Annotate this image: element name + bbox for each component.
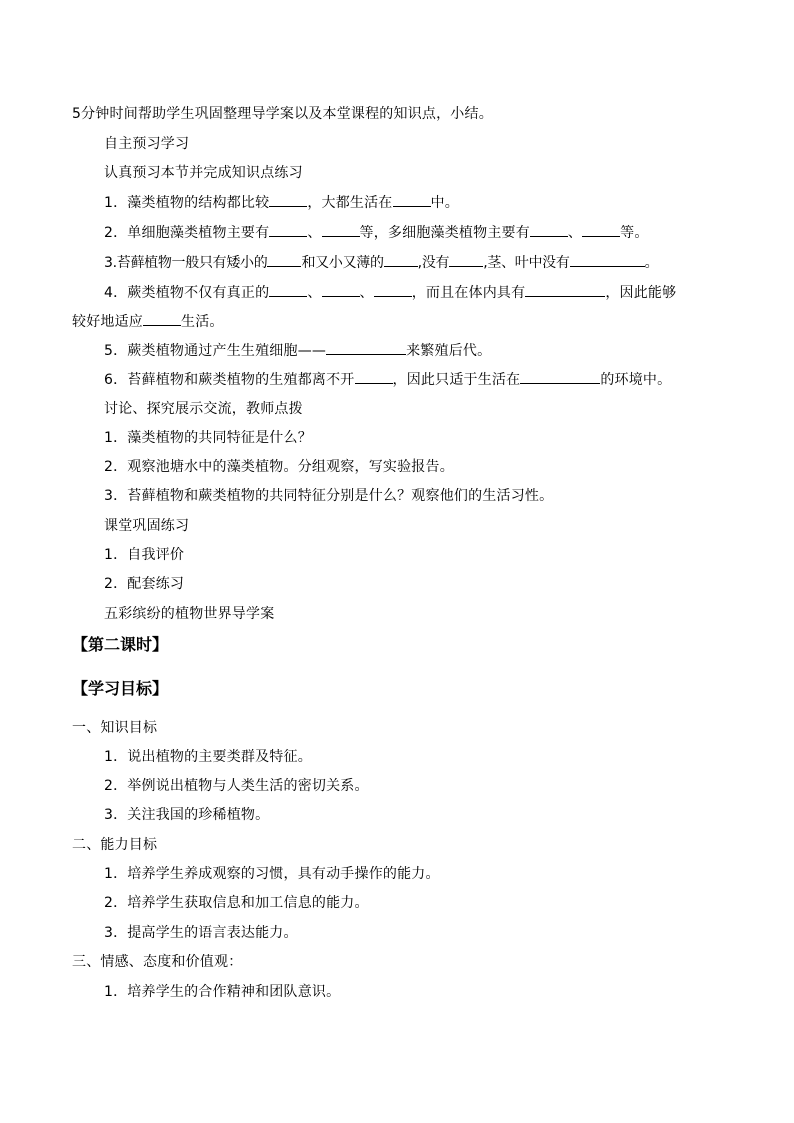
instruction-text: 认真预习本节并完成知识点练习 bbox=[104, 165, 303, 181]
goal-section-knowledge: 一、知识目标 bbox=[72, 720, 158, 736]
q3-text-c: ,没有 bbox=[417, 255, 450, 271]
fill-blank bbox=[355, 369, 393, 384]
intro-paragraph: 5分钟时间帮助学生巩固整理导学案以及本堂课程的知识点，小结。 bbox=[72, 106, 493, 122]
q1-text-c: 中。 bbox=[430, 195, 459, 211]
heading-goals: 【学习目标】 bbox=[72, 679, 169, 698]
fill-blank bbox=[143, 311, 181, 326]
q3-text-b: 和又小又薄的 bbox=[301, 255, 384, 271]
section-discussion: 讨论、探究展示交流，教师点拨 bbox=[104, 401, 303, 417]
question-5 bbox=[104, 340, 491, 361]
practice-item-1: 1．自我评价 bbox=[104, 547, 185, 563]
section-self-study: 自主预习学习 bbox=[104, 136, 190, 152]
q6-text-b: ，因此只适于生活在 bbox=[392, 372, 521, 388]
fill-blank bbox=[393, 192, 431, 207]
q2-text-c: 等，多细胞藻类植物主要有 bbox=[359, 225, 530, 241]
q2-text-a: 2．单细胞藻类植物主要有 bbox=[104, 225, 270, 241]
fill-blank bbox=[269, 192, 307, 207]
q5-text-a: 5．蕨类植物通过产生生殖细胞—— bbox=[104, 343, 327, 359]
q3-text-a: 3.苔藓植物一般只有矮小的 bbox=[104, 255, 268, 271]
fill-blank bbox=[384, 252, 418, 267]
question-4-continued bbox=[72, 311, 224, 332]
q4-text-f: 较好地适应 bbox=[72, 314, 143, 330]
goal-section-ability: 二、能力目标 bbox=[72, 837, 158, 853]
fill-blank bbox=[449, 252, 483, 267]
goal-section-attitude: 三、情感、态度和价值观： bbox=[72, 954, 243, 970]
fill-blank bbox=[525, 282, 605, 297]
goal-item: 2．举例说出植物与人类生活的密切关系。 bbox=[104, 778, 369, 794]
goal-item: 1．培养学生的合作精神和团队意识。 bbox=[104, 984, 341, 1000]
q3-text-d: ,茎、叶中没有 bbox=[483, 255, 570, 271]
question-6 bbox=[104, 369, 671, 390]
fill-blank bbox=[582, 222, 620, 237]
fill-blank bbox=[322, 222, 360, 237]
question-4 bbox=[104, 282, 676, 303]
q4-text-b: 、 bbox=[307, 285, 322, 301]
goal-item: 2．培养学生获取信息和加工信息的能力。 bbox=[104, 895, 369, 911]
q2-text-d: 、 bbox=[567, 225, 583, 241]
section-practice: 课堂巩固练习 bbox=[104, 518, 190, 534]
q4-text-c: 、 bbox=[359, 285, 374, 301]
q6-text-c: 的环境中。 bbox=[600, 372, 672, 388]
goal-item: 3．关注我国的珍稀植物。 bbox=[104, 807, 270, 823]
fill-blank bbox=[269, 222, 307, 237]
fill-blank bbox=[326, 340, 406, 355]
document-title: 五彩缤纷的植物世界导学案 bbox=[104, 606, 275, 622]
discussion-item-3: 3．苔藓植物和蕨类植物的共同特征分别是什么？观察他们的生活习性。 bbox=[104, 488, 554, 504]
fill-blank bbox=[520, 369, 600, 384]
question-3 bbox=[104, 252, 658, 273]
fill-blank bbox=[269, 282, 307, 297]
fill-blank bbox=[267, 252, 301, 267]
q5-text-b: 来繁殖后代。 bbox=[406, 343, 492, 359]
q4-text-e: ，因此能够 bbox=[605, 285, 677, 301]
fill-blank bbox=[530, 222, 568, 237]
goal-item: 1．说出植物的主要类群及特征。 bbox=[104, 749, 312, 765]
goal-item: 3．提高学生的语言表达能力。 bbox=[104, 925, 298, 941]
q1-text-a: 1．藻类植物的结构都比较 bbox=[104, 195, 270, 211]
fill-blank bbox=[374, 282, 412, 297]
fill-blank bbox=[322, 282, 360, 297]
practice-item-2: 2．配套练习 bbox=[104, 576, 185, 592]
q1-text-b: ，大都生活在 bbox=[307, 195, 393, 211]
fill-blank bbox=[570, 252, 645, 267]
q2-text-e: 等。 bbox=[620, 225, 649, 241]
question-2 bbox=[104, 222, 649, 243]
heading-lesson: 【第二课时】 bbox=[72, 635, 169, 654]
q6-text-a: 6．苔藓植物和蕨类植物的生殖都离不开 bbox=[104, 372, 355, 388]
goal-item: 1．培养学生养成观察的习惯，具有动手操作的能力。 bbox=[104, 866, 440, 882]
q4-text-g: 生活。 bbox=[181, 314, 224, 330]
q2-text-b: 、 bbox=[307, 225, 322, 241]
discussion-item-1: 1．藻类植物的共同特征是什么？ bbox=[104, 430, 312, 446]
q3-text-e: 。 bbox=[644, 255, 659, 271]
q4-text-a: 4．蕨类植物不仅有真正的 bbox=[104, 285, 270, 301]
question-1 bbox=[104, 192, 459, 213]
discussion-item-2: 2．观察池塘水中的藻类植物。分组观察，写实验报告。 bbox=[104, 459, 454, 475]
q4-text-d: ，而且在体内具有 bbox=[411, 285, 526, 301]
